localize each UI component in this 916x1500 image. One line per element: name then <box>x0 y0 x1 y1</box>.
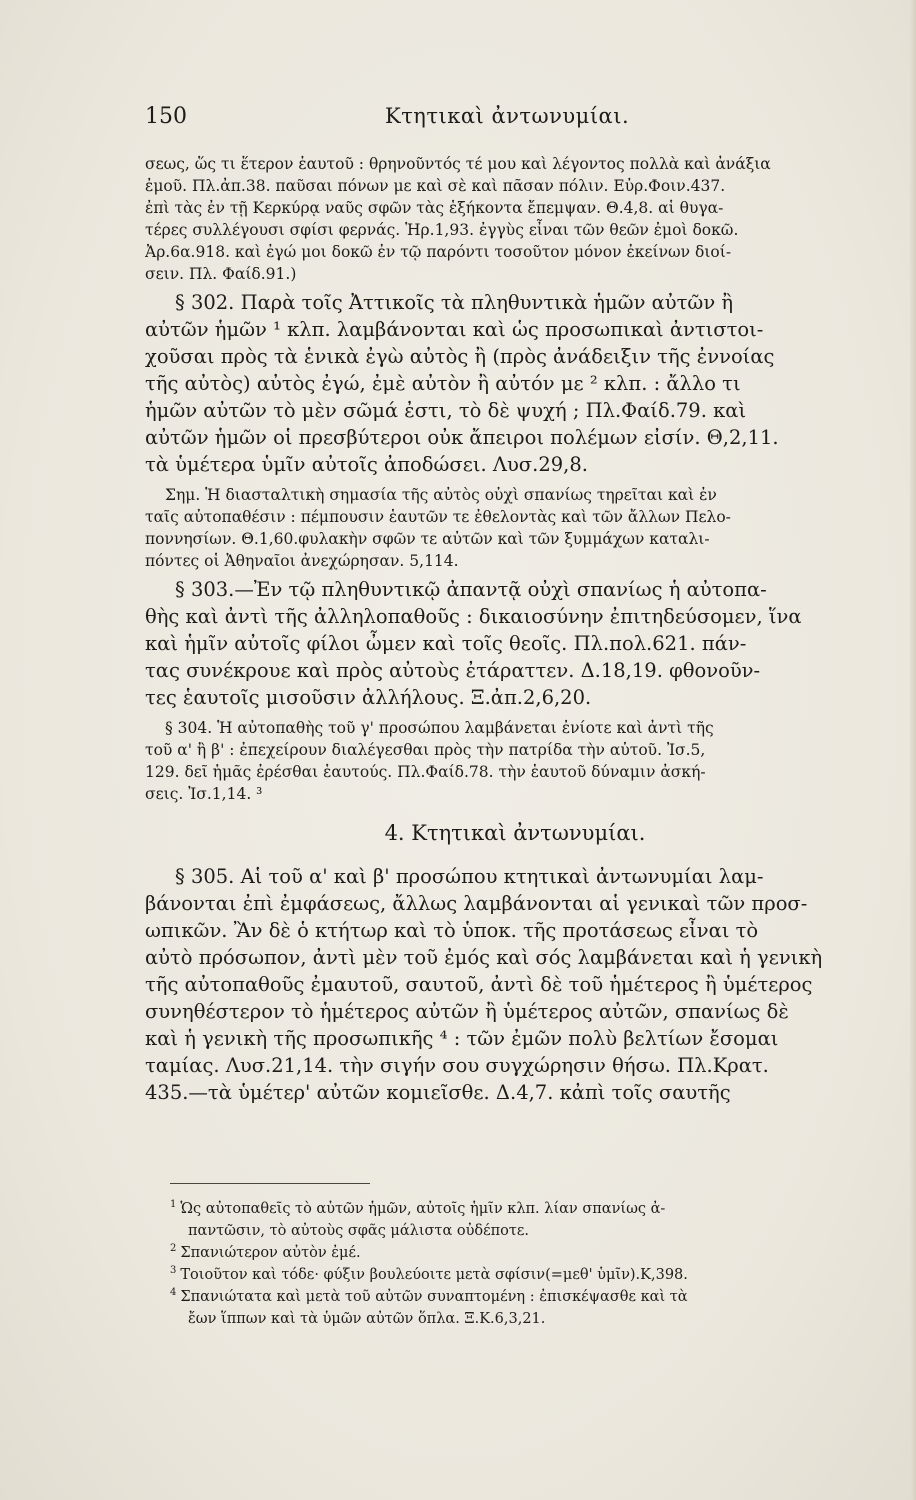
text-line: συνηθέστερον τὸ ἡμέτερος αὐτῶν ἢ ὑμέτερος αὐτῶν, σπανίως δὲ <box>145 1000 789 1023</box>
footnote-mark: 1 <box>170 1199 177 1210</box>
text-line: 129. δεῖ ἡμᾶς ἐρέσθαι ἑαυτούς. Πλ.Φαίδ.78. τὴν ἑαυτοῦ δύναμιν ἀσκή- <box>145 763 706 781</box>
footnote-divider <box>170 1183 370 1184</box>
section-302 <box>145 289 867 478</box>
footnote <box>170 1216 867 1238</box>
page-number: 150 <box>145 104 187 129</box>
footnote <box>170 1260 867 1282</box>
text-line: θὴς καὶ ἀντὶ τῆς ἀλληλοπαθοῦς : δικαιοσύνην ἐπιτηδεύσομεν, ἵνα <box>145 605 802 628</box>
section-heading: 4. Κτητικαὶ ἀντωνυμίαι. <box>384 821 646 845</box>
text-line: ταῖς αὐτοπαθέσιν : πέμπουσιν ἑαυτῶν τε ἐθελοντὰς καὶ τῶν ἄλλων Πελο- <box>145 508 731 526</box>
text-line: πόντες οἱ Ἀθηναῖοι ἀνεχώρησαν. 5,114. <box>145 552 459 570</box>
footnotes <box>170 1183 867 1326</box>
text-line: βάνονται ἐπὶ ἐμφάσεως, ἄλλως λαμβάνονται αἱ γενικαὶ τῶν προσ- <box>145 892 808 915</box>
text-line: § 304. Ἡ αὐτοπαθὴς τοῦ γ' προσώπου λαμβάνεται ἐνίοτε καὶ ἀντὶ τῆς <box>165 719 714 737</box>
footnote <box>170 1238 867 1260</box>
main-text <box>145 153 867 1106</box>
text-line: τῆς αὐτὸς) αὐτὸς ἐγώ, ἐμὲ αὐτὸν ἢ αὐτόν με ² κλπ. : ἄλλο τι <box>145 372 741 395</box>
running-title: Κτητικαὶ ἀντωνυμίαι. <box>385 104 630 128</box>
footnote-text: Τοιοῦτον καὶ τόδε· φύξιν βουλεύοιτε μετὰ σφίσιν(=μεθ' ὑμῖν).Κ,398. <box>180 1266 688 1282</box>
footnote-text: Σπανιώτερον αὐτὸν ἐμέ. <box>180 1244 361 1260</box>
text-line: § 305. Αἱ τοῦ α' καὶ β' προσώπου κτητικαὶ ἀντωνυμίαι λαμ- <box>175 865 764 888</box>
text-line: § 302. Παρὰ τοῖς Ἀττικοῖς τὰ πληθυντικὰ ἡμῶν αὐτῶν ἢ <box>175 291 734 314</box>
page-edge-shadow <box>910 0 916 1500</box>
footnote-mark: 2 <box>170 1243 177 1254</box>
text-line: ποννησίων. Θ.1,60.φυλακὴν σφῶν τε αὐτῶν καὶ τῶν ξυμμάχων καταλι- <box>145 530 710 548</box>
text-line: καὶ ἡ γενικὴ τῆς προσωπικῆς ⁴ : τῶν ἐμῶν πολὺ βελτίων ἔσομαι <box>145 1027 779 1050</box>
text-line: τας συνέκρουε καὶ πρὸς αὐτοὺς ἐτάραττεν. Δ.18,19. φθονοῦν- <box>145 659 761 682</box>
footnote-mark: 3 <box>170 1265 177 1276</box>
footnote <box>170 1282 867 1304</box>
text-line: ωπικῶν. Ἂν δὲ ὁ κτήτωρ καὶ τὸ ὑποκ. τῆς προτάσεως εἶναι τὸ <box>145 919 759 942</box>
section-304 <box>145 717 867 805</box>
text-line: τῆς αὐτοπαθοῦς ἐμαυτοῦ, σαυτοῦ, ἀντὶ δὲ τοῦ ἡμέτερος ἢ ὑμέτερος <box>145 973 813 996</box>
text-line: καὶ ἡμῖν αὐτοῖς φίλοι ὦμεν καὶ τοῖς θεοῖς. Πλ.πολ.621. πάν- <box>145 632 747 655</box>
footnote-text: ἔων ἵππων καὶ τὰ ὑμῶν αὐτῶν ὅπλα. Ξ.Κ.6,3,21. <box>188 1310 546 1326</box>
text-line: Ἀρ.6α.918. καὶ ἐγώ μοι δοκῶ ἐν τῷ παρόντι τοσοῦτον μόνον ἐκείνων διοί- <box>145 243 732 261</box>
text-line: τέρες συλλέγουσι σφίσι φερνάς. Ἡρ.1,93. ἐγγὺς εἶναι τῶν θεῶν ἐμοὶ δοκῶ. <box>145 221 739 239</box>
text-line: τὰ ὑμέτερα ὑμῖν αὐτοῖς ἀποδώσει. Λυσ.29,8. <box>145 453 588 476</box>
paragraph-continuation <box>145 153 867 285</box>
note-302 <box>145 484 867 572</box>
text-line: τες ἑαυτοῖς μισοῦσιν ἀλλήλους. Ξ.ἀπ.2,6,20. <box>145 686 592 709</box>
text-line: χοῦσαι πρὸς τὰ ἑνικὰ ἐγὼ αὐτὸς ἢ (πρὸς ἀνάδειξιν τῆς ἐννοίας <box>145 345 775 368</box>
text-line: ἐπὶ τὰς ἐν τῇ Κερκύρᾳ ναῦς σφῶν τὰς ἑξήκοντα ἔπεμψαν. Θ.4,8. αἱ θυγα- <box>145 199 724 217</box>
footnote-text: Ὡς αὐτοπαθεῖς τὸ αὐτῶν ἡμῶν, αὐτοῖς ἡμῖν κλπ. λίαν σπανίως ἀ- <box>180 1200 666 1216</box>
text-line: σεις. Ἰσ.1,14. ³ <box>145 785 263 803</box>
text-line: αὐτῶν ἡμῶν οἱ πρεσβύτεροι οὐκ ἄπειροι πολέμων εἰσίν. Θ,2,11. <box>145 426 779 449</box>
footnote <box>170 1304 867 1326</box>
footnote-mark: 4 <box>170 1287 177 1298</box>
text-line: αὐτῶν ἡμῶν ¹ κλπ. λαμβάνονται καὶ ὡς προσωπικαὶ ἀντιστοι- <box>145 318 764 341</box>
text-line: ἐμοῦ. Πλ.ἀπ.38. παῦσαι πόνων με καὶ σὲ καὶ πᾶσαν πόλιν. Εὐρ.Φοιν.437. <box>145 177 726 195</box>
text-line: αὐτὸ πρόσωπον, ἀντὶ μὲν τοῦ ἐμός καὶ σός λαμβάνεται καὶ ἡ γενικὴ <box>145 946 823 969</box>
text-line: Σημ. Ἡ διασταλτικὴ σημασία τῆς αὐτὸς οὐχὶ σπανίως τηρεῖται καὶ ἐν <box>165 486 717 504</box>
footnote-text: παντῶσιν, τὸ αὐτοὺς σφᾶς μάλιστα οὐδέποτε. <box>188 1222 530 1238</box>
footnote <box>170 1194 867 1216</box>
text-line: ταμίας. Λυσ.21,14. τὴν σιγήν σου συγχώρησιν θήσω. Πλ.Κρατ. <box>145 1054 769 1077</box>
section-305 <box>145 863 867 1106</box>
footnote-text: Σπανιώτατα καὶ μετὰ τοῦ αὐτῶν συναπτομένη : ἐπισκέψασθε καὶ τὰ <box>180 1288 688 1304</box>
text-line: ἡμῶν αὐτῶν τὸ μὲν σῶμά ἐστι, τὸ δὲ ψυχή ; Πλ.Φαίδ.79. καὶ <box>145 399 747 422</box>
text-line: σειν. Πλ. Φαίδ.91.) <box>145 265 297 283</box>
section-303 <box>145 576 867 711</box>
page-header <box>145 104 865 138</box>
text-line: 435.—τὰ ὑμέτερ' αὐτῶν κομιεῖσθε. Δ.4,7. κἀπὶ τοῖς σαυτῆς <box>145 1081 731 1104</box>
text-line: § 303.—Ἐν τῷ πληθυντικῷ ἀπαντᾷ οὐχὶ σπανίως ἡ αὐτοπα- <box>175 578 767 601</box>
text-line: σεως, ὥς τι ἕτερον ἑαυτοῦ : θρηνοῦντός τέ μου καὶ λέγοντος πολλὰ καὶ ἀνάξια <box>145 155 771 173</box>
text-line: τοῦ α' ἢ β' : ἐπεχείρουν διαλέγεσθαι πρὸς τὴν πατρίδα τὴν αὐτοῦ. Ἰσ.5, <box>145 741 706 759</box>
